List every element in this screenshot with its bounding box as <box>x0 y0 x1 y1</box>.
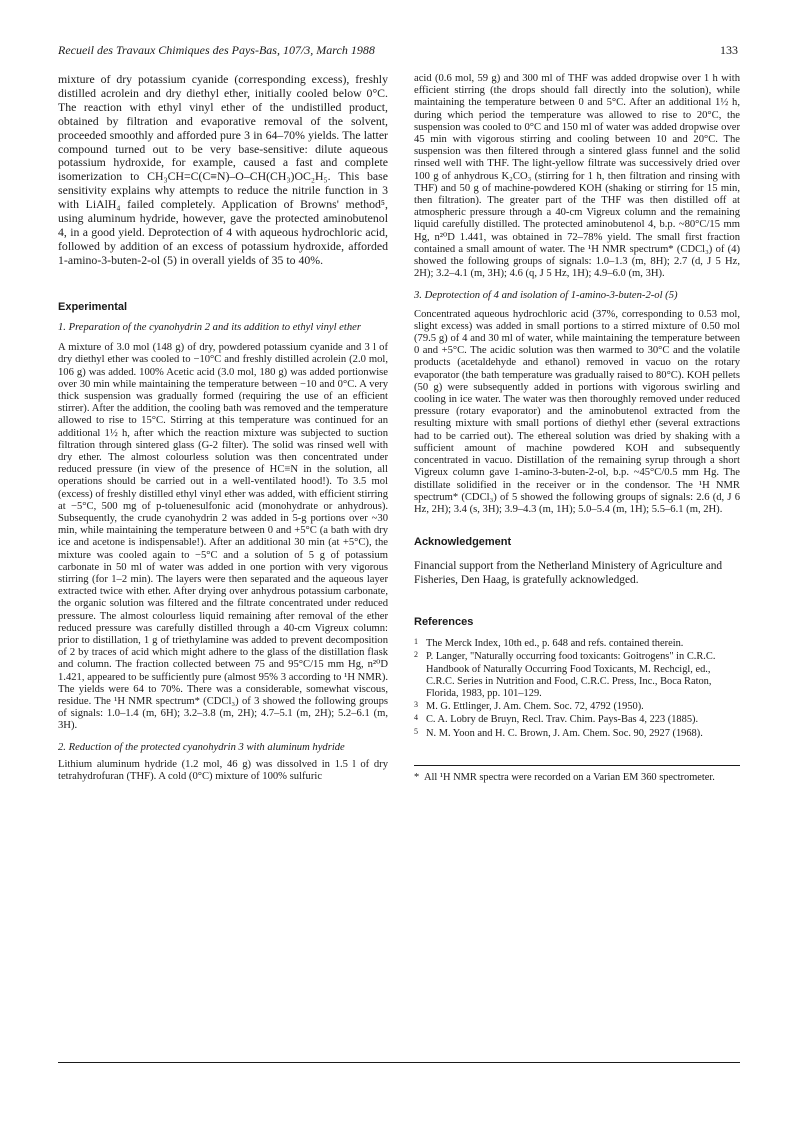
intro-paragraph: mixture of dry potassium cyanide (corresponding excess), freshly distilled acrolein and dry diethyl ether, initially cooled below 0°C. The reaction with ethyl vinyl ether of the undistilled product, obtained by filtration and evaporative removal of the solvent, proceeded smoothly and afforded pure 3 in 64–70% yields. The latter compound turned out to be very base-sensitive: dilute aqueous potassium hydroxide, for example, caused a fast and complete isomerization to CH₃CH=C(C≡N)–O–CH(CH₃)OC₂H₅. This base sensitivity explains why attempts to reduce the nitrile function in 3 with LiAlH₄ failed completely. Application of Browns' method⁵, using aluminum hydride, however, gave the protected aminobutenol 4, in a good yield. Deprotection of 4 with aqueous hydrochloric acid, followed by addition of an excess of potassium hydroxide, afforded 1-amino-3-buten-2-ol (5) in overall yields of 35 to 40%. <box>58 72 388 267</box>
acknowledgement-text: Financial support from the Netherland Ministery of Agriculture and Fisheries, Den Haag, is gratefully acknowledged. <box>414 560 723 587</box>
reference-item: 2 P. Langer, "Naturally occurring food toxicants: Goitrogens" in C.R.C. Handbook of Naturally Occurring Food Toxicants, M. Rechcigl, ed., C.R.C. Series in Nutrition and Food, C.R.C. Press, Inc., Boca Raton, Florida, 1983, pp. 101–129. <box>414 650 716 699</box>
reference-list <box>414 638 740 740</box>
subsection-2-continued: acid (0.6 mol, 59 g) and 300 ml of THF was added dropwise over 1 h with efficient stirring (the drops should fall directly into the solution), while maintaining the temperature between 0 and 5°C. After an additional 1½ h, during which period the temperature was allowed to rise to 20°C, the suspension was cooled to 0°C and 150 ml of water was added dropwise over 45 min with vigorous stirring and cooling between 10 and 20°C. The suspension was then filtered through a sintered glass funnel and the solid rinsed well with THF. The light-yellow filtrate was successively dried over 100 g of anhydrous K₂CO₃ (stirring for 1 h, then filtration and rinsing with THF) and 50 g of machine-powdered KOH (shaking or stirring for 15 min, then filtration). The greater part of the THF was then distilled off at atmospheric pressure through a 40-cm Vigreux column and the remaining liquid carefully distilled. The protected aminobutenol 4, b.p. ~80°C/15 mm Hg, n²⁰D 1.441, was obtained in 72–78% yield. The small first fraction contained a small amount of water. The ¹H NMR spectrum* (CDCl₃) of (4) showed the following groups of signals: 1.0–1.3 (m, 8H); 2.7 (d, J 5 Hz, 2H); 3.2–4.1 (m, 3H); 4.6 (q, J 5 Hz, 1H); 4.9–6.0 (m, 3H). <box>414 73 740 280</box>
subsection-3-title: 3. Deprotection of 4 and isolation of 1-amino-3-buten-2-ol (5) <box>414 290 678 302</box>
journal-citation: Recueil des Travaux Chimiques des Pays-Bas, 107/3, March 1988 <box>58 43 375 57</box>
page-bottom-rule <box>58 1062 740 1063</box>
subsection-1-text: A mixture of 3.0 mol (148 g) of dry, powdered potassium cyanide and 3 l of dry diethyl ether was cooled to −10°C and freshly distilled acrolein (2.0 mol, 106 g) was added. 100% Acetic acid (3.0 mol, 180 g) was added portionwise over 30 min while maintaining the temperature between −10 and 0°C. A very thick suspension was gradually formed (requiring the use of an efficient stirrer). After the addition, the cooling bath was removed and the temperature allowed to rise to 15°C. Stirring at this temperature was continued for an additional 1½ h, after which the reaction mixture was subjected to suction filtration through sintered glass (G-2 filter). The solid was rinsed well with dry ether. The almost colourless solution was then concentrated under reduced pressure (in view of the presence of HC≡N in the solution, all operations should be carried out in a well-ventilated hood!). To 3.5 mol (excess) of freshly distilled ethyl vinyl ether was added, with efficient stirring at −5°C, 500 mg of p-toluenesulfonic acid (monohydrate or anhydrous). Subsequently, the crude cyanohydrin 2 was added in 5-g portions over ~30 min, while maintaining the temperature between 0 and +5°C (a bath with dry ice and acetone is indispensable!). After an additional 30 min (at +5°C), the mixture was cooled again to −5°C and a solution of 5 g of potassium carbonate in 50 ml of water was added in one portion with very vigorous stirring (for 1–2 min). The layers were then separated and the aqueous layer extracted twice with ether. After drying over anhydrous potassium carbonate, the organic solution was filtered and the filtrate concentrated under reduced pressure. The almost colourless liquid remaining after removal of the ether reduced pressure was carefully distilled through a 40-cm Vigreux column: prior to distillation, 1 g of triethylamine was added to prevent decomposition of 2 by traces of acid which might adhere to the glass of the distillation flask and column. The fraction collected between 75 and 95°C/15 mm Hg, n²⁰D 1.421, appeared to be sufficiently pure (almost 95% 3 according to ¹H NMR). The yields were 64 to 70%. There was a considerable, somewhat viscous, residue. The ¹H NMR spectrum* (CDCl₃) of 3 showed the following groups of signals: 1.0–1.4 (m, 6H); 3.2–3.8 (m, 2H); 4.7–5.1 (m, 2H); 5.2–6.1 (m, 3H). <box>58 342 388 732</box>
acknowledgement-heading: Acknowledgement <box>414 536 512 549</box>
footnote: * All ¹H NMR spectra were recorded on a Varian EM 360 spectrometer. <box>414 771 715 783</box>
right-column <box>414 73 740 784</box>
page-number: 133 <box>720 43 738 57</box>
subsection-2-title: 2. Reduction of the protected cyanohydrin 3 with aluminum hydride <box>58 741 345 753</box>
left-column <box>58 73 388 783</box>
subsection-3-text: Concentrated aqueous hydrochloric acid (37%, corresponding to 0.53 mol, slight excess) was added in small portions to a stirred mixture of 0.50 mol (79.5 g) of 4 and 30 ml of water, while maintaining the temperature between 0 and +5°C. The acidic solution was then warmed to 30°C and the volatile products (acetaldehyde and ethanol) removed in vacuo on the rotary evaporator (the bath temperature was gradually raised to 80°C). KOH pellets (50 g) were subsequently added in portions with vigorous swirling and cooling in ice water. The water was then thoroughly removed under reduced pressure (rotary evaporator) and the aminobutenol extracted from the resulting mixture with small portions of diethyl ether (several extractions had to be carried out). The ethereal solution was dried by shaking with a sufficient amount of machine powdered KOH and subsequently concentrated in vacuo. Distillation of the remaining syrup through a short Vigreux column gave 1-amino-3-buten-2-ol, b.p. ~45°C/0.5 mm Hg. The distillate solidified in the receiver or in the condensor. The ¹H NMR spectrum* (CDCl₃) of 5 showed the following groups of signals: 2.6 (d, J 6 Hz, 2H); 3.4 (s, 3H); 3.9–4.3 (m, 1H); 5.0–5.4 (m, 1H); 5.5–6.1 (m, 2H). <box>414 308 740 515</box>
reference-item: 3 M. G. Ettlinger, J. Am. Chem. Soc. 72, 4792 (1950). <box>414 700 644 713</box>
reference-item: 5 N. M. Yoon and H. C. Brown, J. Am. Chem. Soc. 90, 2927 (1968). <box>414 726 703 739</box>
subsection-1-title: 1. Preparation of the cyanohydrin 2 and its addition to ethyl vinyl ether <box>58 321 361 333</box>
subsection-2-text: Lithium aluminum hydride (1.2 mol, 46 g) was dissolved in 1.5 l of dry tetrahydrofuran (THF). A cold (0°C) mixture of 100% sulfuric <box>58 758 388 782</box>
reference-item: 1 The Merck Index, 10th ed., p. 648 and refs. contained therein. <box>414 637 684 650</box>
running-header <box>58 43 738 61</box>
references-heading: References <box>414 615 474 628</box>
reference-item: 4 C. A. Lobry de Bruyn, Recl. Trav. Chim. Pays-Bas 4, 223 (1885). <box>414 713 699 726</box>
experimental-heading: Experimental <box>58 300 128 313</box>
